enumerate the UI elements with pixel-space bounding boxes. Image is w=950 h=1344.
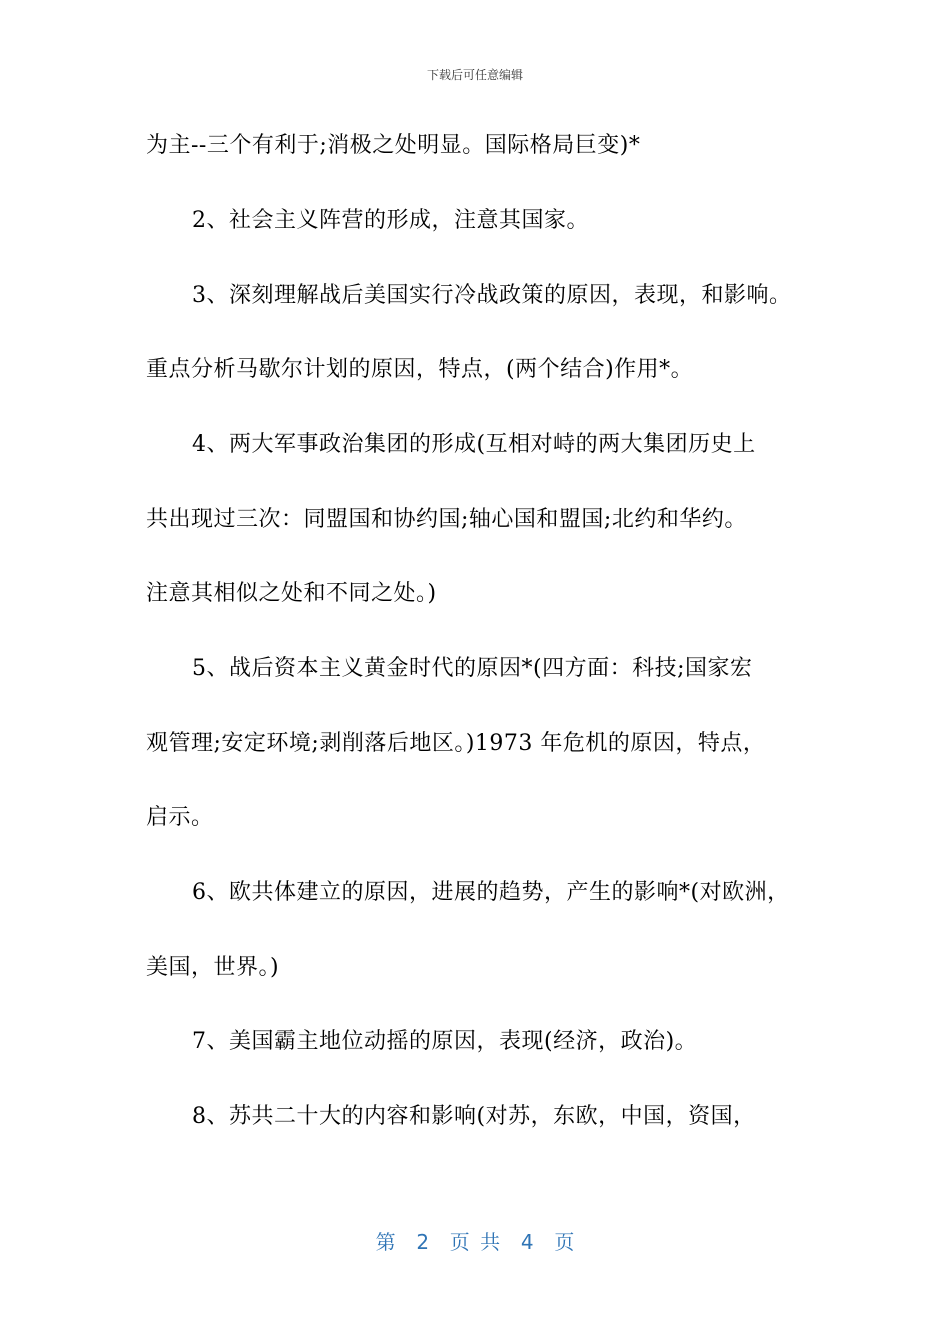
- body-line-8: 5、战后资本主义黄金时代的原因*(四方面：科技;国家宏: [192, 656, 753, 681]
- body-line-5: 4、两大军事政治集团的形成(互相对峙的两大集团历史上: [192, 432, 756, 457]
- page-header: 下载后可任意编辑: [426, 68, 523, 82]
- body-line-9: 观管理;安定环境;剥削落后地区。)1973 年危机的原因，特点，: [146, 731, 766, 756]
- body-line-13: 7、美国霸主地位动摇的原因，表现(经济，政治)。: [192, 1029, 698, 1054]
- body-line-14: 8、苏共二十大的内容和影响(对苏，东欧，中国，资国，: [192, 1104, 756, 1129]
- body-line-1: 为主--三个有利于;消极之处明显。国际格局巨变)*: [146, 133, 641, 158]
- body-line-4: 重点分析马歇尔计划的原因，特点，(两个结合)作用*。: [146, 357, 694, 382]
- body-line-11: 6、欧共体建立的原因，进展的趋势，产生的影响*(对欧洲，: [192, 880, 790, 905]
- body-line-12: 美国，世界。): [146, 955, 280, 980]
- page-footer: 第 2 页 共 4 页: [375, 1230, 575, 1254]
- body-line-6: 共出现过三次：同盟国和协约国;轴心国和盟国;北约和华约。: [146, 507, 747, 532]
- body-line-10: 启示。: [146, 805, 214, 830]
- body-line-7: 注意其相似之处和不同之处。): [146, 581, 437, 606]
- body-line-3: 3、深刻理解战后美国实行冷战政策的原因，表现，和影响。: [192, 283, 792, 308]
- body-line-2: 2、社会主义阵营的形成，注意其国家。: [192, 208, 589, 233]
